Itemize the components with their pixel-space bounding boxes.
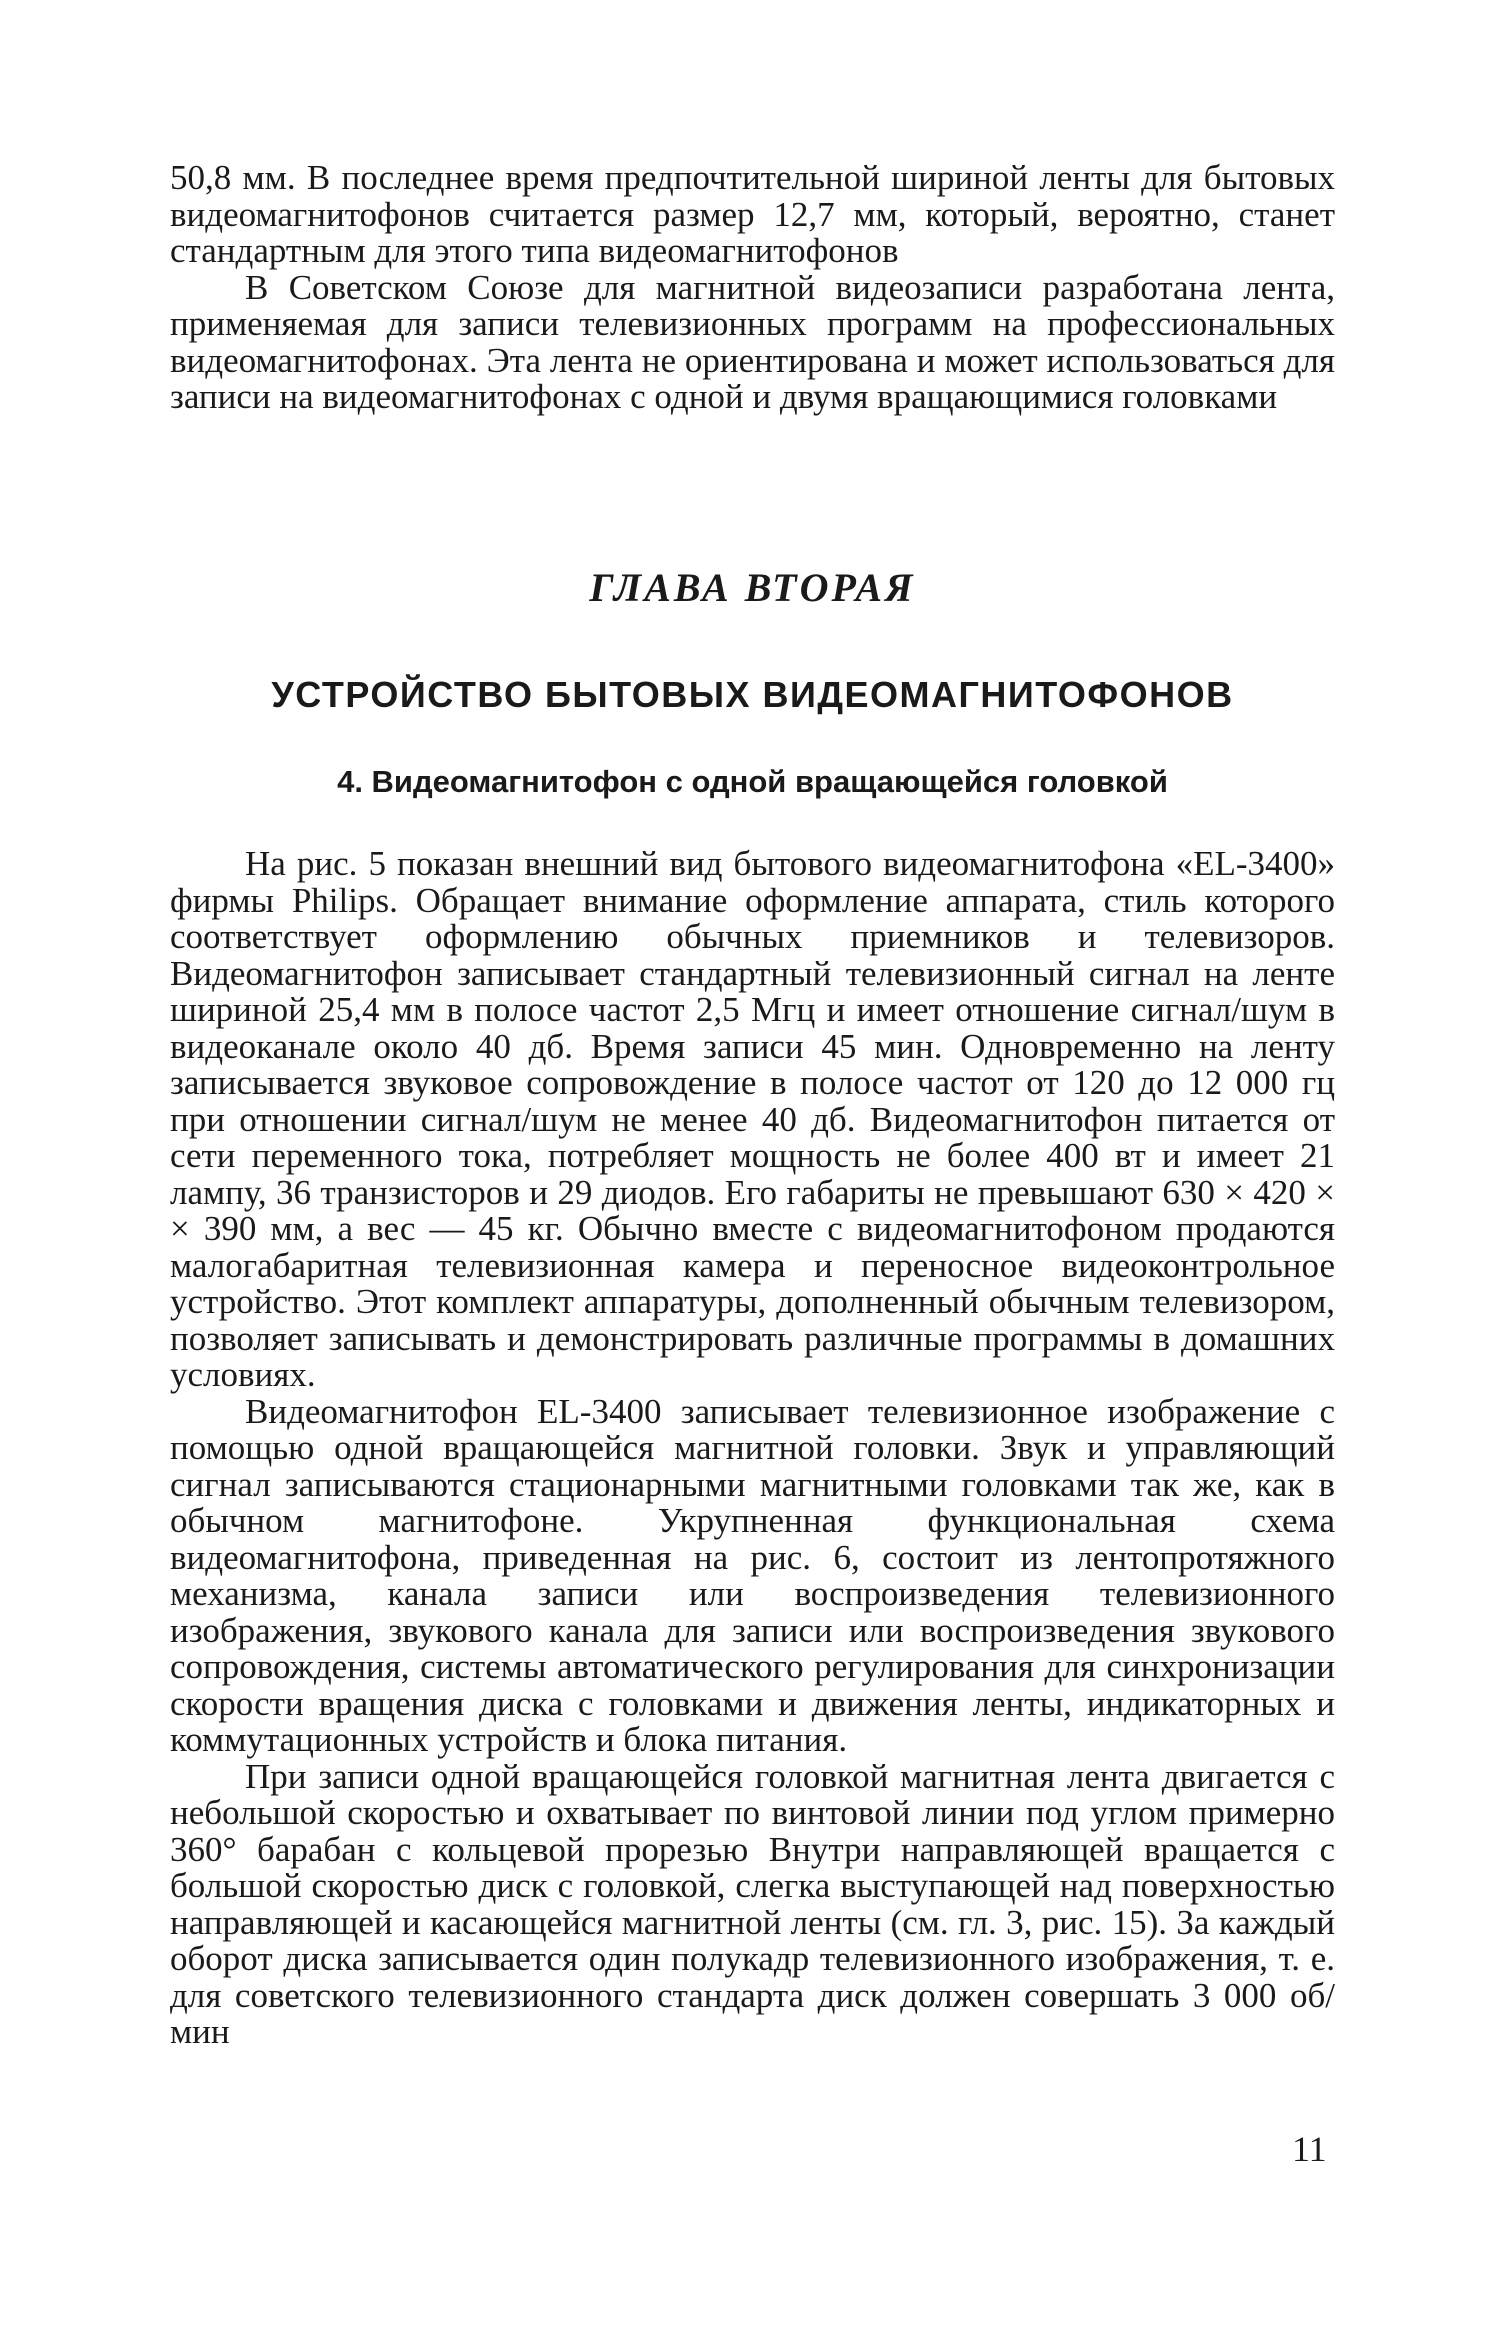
- page-number: 11: [1292, 2129, 1327, 2169]
- paragraph-continued: 50,8 мм. В последнее время предпочтительной шириной ленты для бытовых видеомагнитофонов считается размер 12,7 мм, который, вероятно, станет стандартным для этого типа видеомагнитофонов: [170, 158, 1335, 270]
- paragraph-functional-scheme: Видеомагнитофон EL-3400 записывает телевизионное изображение с помощью одной вращающейся магнитной головки. Звук и управляющий сигнал записываются стационарными магнитными головками так же, как в обычном магнитофоне. Укрупненная функциональная схема видеомагнитофона, приведенная на рис. 6, состоит из лентопротяжного механизма, канала записи или воспроизведения телевизионного изображения, звукового канала для записи или воспроизведения звукового сопровождения, системы автоматического регулирования для синхронизации скорости вращения диска с головками и движения ленты, индикаторных и коммутационных устройств и блока питания.: [170, 1391, 1335, 1759]
- section-title: 4. Видеомагнитофон с одной вращающейся головкой: [337, 764, 1168, 799]
- paragraph-recording-principle: При записи одной вращающейся головкой магнитная лента двигается с небольшой скоростью и охватывает по винтовой линии под углом примерно 360° барабан с кольцевой прорезью Внутри направляющей вращается с большой скоростью диск с головкой, слегка выступающей над поверхностью направляющей и касающейся магнитной ленты (см. гл. 3, рис. 15). За каждый оборот диска записывается один полукадр телевизионного изображения, т. е. для советского телевизионного стандарта диск должен совершать 3 000 об/мин: [170, 1756, 1335, 2051]
- paragraph-el3400-overview: На рис. 5 показан внешний вид бытового видеомагнитофона «EL-3400» фирмы Philips. Обращает внимание оформление аппарата, стиль которого соответствует оформлению обычных приемников и телевизоров. Видеомагнитофон записывает стандартный телевизионный сигнал на ленте шириной 25,4 мм в полосе частот 2,5 Мгц и имеет отношение сигнал/шум в видеоканале около 40 дб. Время записи 45 мин. Одновременно на ленту записывается звуковое сопровождение в полосе частот от 120 до 12 000 гц при отношении сигнал/шум не менее 40 дб. Видеомагнитофон питается от сети переменного тока, потребляет мощность не более 400 вт и имеет 21 лампу, 36 транзисторов и 29 диодов. Его габариты не превышают 630 × 420 × × 390 мм, а вес — 45 кг. Обычно вместе с видеомагнитофоном продаются малогабаритная телевизионная камера и переносное видеоконтрольное устройство. Этот комплект аппаратуры, дополненный обычным телевизором, позволяет записывать и демонстрировать различные программы в домашних условиях.: [170, 844, 1335, 1394]
- top-text-block: [170, 160, 1335, 416]
- section-body: [170, 846, 1335, 2051]
- paragraph-soviet-tape: В Советском Союзе для магнитной видеозаписи разработана лента, применяемая для записи телевизионных программ на профессиональных видеомагнитофонах. Эта лента не ориентирована и может использоваться для записи на видеомагнитофонах с одной и двумя вращающимися головками: [170, 267, 1335, 416]
- chapter-title: УСТРОЙСТВО БЫТОВЫХ ВИДЕОМАГНИТОФОНОВ: [271, 674, 1234, 715]
- chapter-label: ГЛАВА ВТОРАЯ: [589, 565, 916, 610]
